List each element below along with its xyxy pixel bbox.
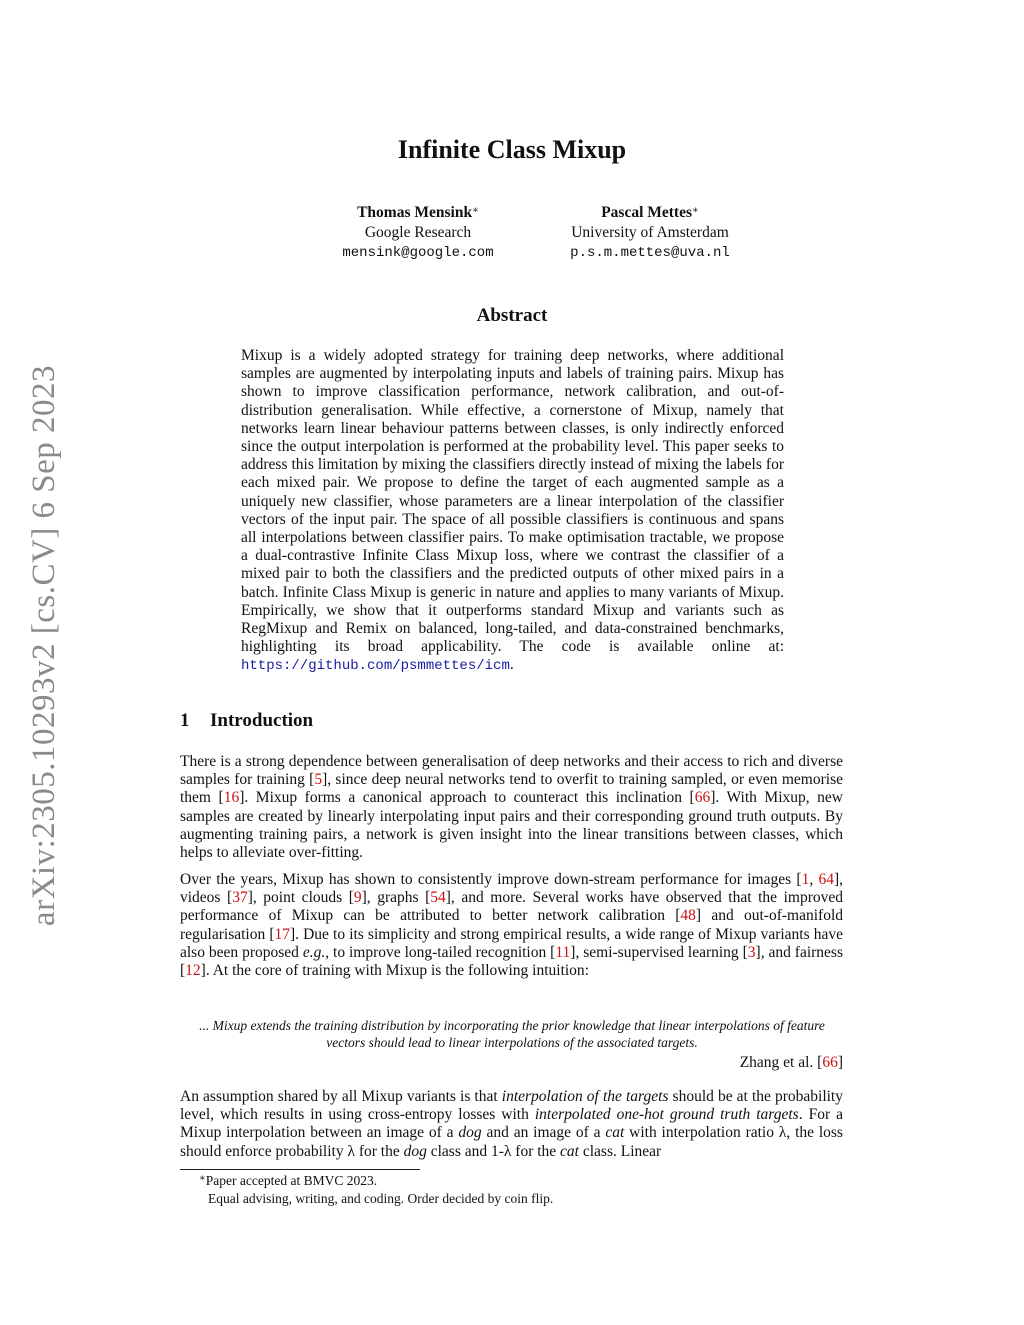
citation-link[interactable]: 1 [801, 871, 810, 888]
author-name: Pascal Mettes∗ [601, 204, 699, 221]
author-email: mensink@google.com [342, 245, 494, 261]
abstract-body: Mixup is a widely adopted strategy for training deep networks, where additional samples are augmented by interpolating inputs and labels of training pairs. Mixup has shown to improve classification performance, network calibration, and out-of-distribution generalisation. While effective, a cornerstone of Mixup, namely that networks learn linear behaviour patterns between classes, is only indirectly enforced since the output interpolation is performed at the probability level. This paper seeks to address this limitation by mixing the classifiers directly instead of mixing the labels for each mixed pair. We propose to define the target of each augmented sample as a uniquely new classifier, whose parameters are a linear interpolation of the classifier vectors of the input pair. The space of all possible classifiers is continuous and spans all interpolations between classifier pairs. To make optimisation tractable, we propose a dual-contrastive Infinite Class Mixup loss, where we contrast the classifier of a mixed pair to both the classifiers and the predicted outputs of other mixed pairs in a batch. Infinite Class Mixup is generic in nature and applies to many variants of Mixup. Empirically, we show that it outperforms standard Mixup and variants such as RegMixup and Remix on balanced, long-tailed, and data-constrained benchmarks, highlighting its broad applicability. The code is available online at: https://github.com/psmmettes/icm. [241, 347, 784, 675]
citation-link[interactable]: 66 [822, 1054, 838, 1071]
citation-link[interactable]: 54 [430, 889, 446, 907]
paper-title: Infinite Class Mixup [397, 135, 627, 164]
intro-paragraph-2: Over the years, Mixup has shown to consistently improve down-stream performance for images [1, 64], videos [37], point clouds [9], graphs [54], and more. Several works have observed that the improved performance of Mixup can be attributed to better network calibration [48] and out-of-manifold regularisation [17]. Due to its simplicity and strong empirical results, a wide range of Mixup variants have also been proposed e.g., to improve long-tailed recognition [11], semi-supervised learning [3], and fairness [12]. At the core of training with Mixup is the following intuition: [180, 871, 844, 980]
citation-link[interactable]: 11 [555, 943, 571, 961]
citation-link[interactable]: 17 [274, 925, 290, 943]
author-email: p.s.m.mettes@uva.nl [570, 245, 730, 261]
citation-link[interactable]: 12 [185, 962, 201, 980]
citation-link[interactable]: 16 [223, 789, 240, 807]
code-link[interactable]: https://github.com/psmmettes/icm [241, 658, 510, 675]
section-heading: 1 Introduction [180, 710, 314, 731]
citation-link[interactable]: 9 [353, 889, 362, 907]
footnote: ∗Paper accepted at BMVC 2023. [199, 1173, 378, 1188]
quote-attribution: Zhang et al. [66] [739, 1054, 843, 1071]
intro-paragraph-3: An assumption shared by all Mixup variants is that interpolation of the targets should be at the probability level, which results in using cross-entropy losses with interpolated one-hot ground truth targets. For a Mixup interpolation between an image of a dog and an image of a cat with interpolation ratio λ, the loss should enforce probability λ for the dog class and 1-λ for the cat class. Linear [180, 1088, 843, 1160]
citation-link[interactable]: 48 [680, 907, 696, 925]
author-name: Thomas Mensink∗ [357, 204, 479, 221]
author-block [500, 203, 800, 263]
footnote-rule [180, 1169, 420, 1170]
intro-paragraph-1: There is a strong dependence between generalisation of deep networks and their access to rich and diverse samples for training [5], since deep neural networks tend to overfit to training sampled, or even memorise them [16]. Mixup forms a canonical approach to counteract this inclination [66]. With Mixup, new samples are created by linearly interpolating input pairs and their corresponding ground truth outputs. By augmenting training pairs, a network is given insight into the linear transitions between classes, which helps to alleviate over-fitting. [180, 753, 844, 862]
block-quote: ... Mixup extends the training distribution by incorporating the prior knowledge that linear interpolations of feature vectors should lead to linear interpolations of the associated targets. [199, 1018, 825, 1050]
citation-link[interactable]: 64 [818, 871, 834, 888]
author-affiliation: Google Research [364, 224, 472, 241]
citation-link[interactable]: 5 [314, 771, 323, 789]
footnote: Equal advising, writing, and coding. Order decided by coin flip. [208, 1191, 554, 1206]
abstract-heading: Abstract [476, 305, 548, 326]
citation-link[interactable]: 66 [694, 789, 711, 807]
citation-link[interactable]: 37 [232, 889, 248, 907]
arxiv-margin-note: arXiv:2305.10293v2 [cs.CV] 6 Sep 2023 [26, 364, 63, 926]
author-affiliation: University of Amsterdam [571, 224, 729, 241]
citation-link[interactable]: 3 [747, 943, 756, 961]
